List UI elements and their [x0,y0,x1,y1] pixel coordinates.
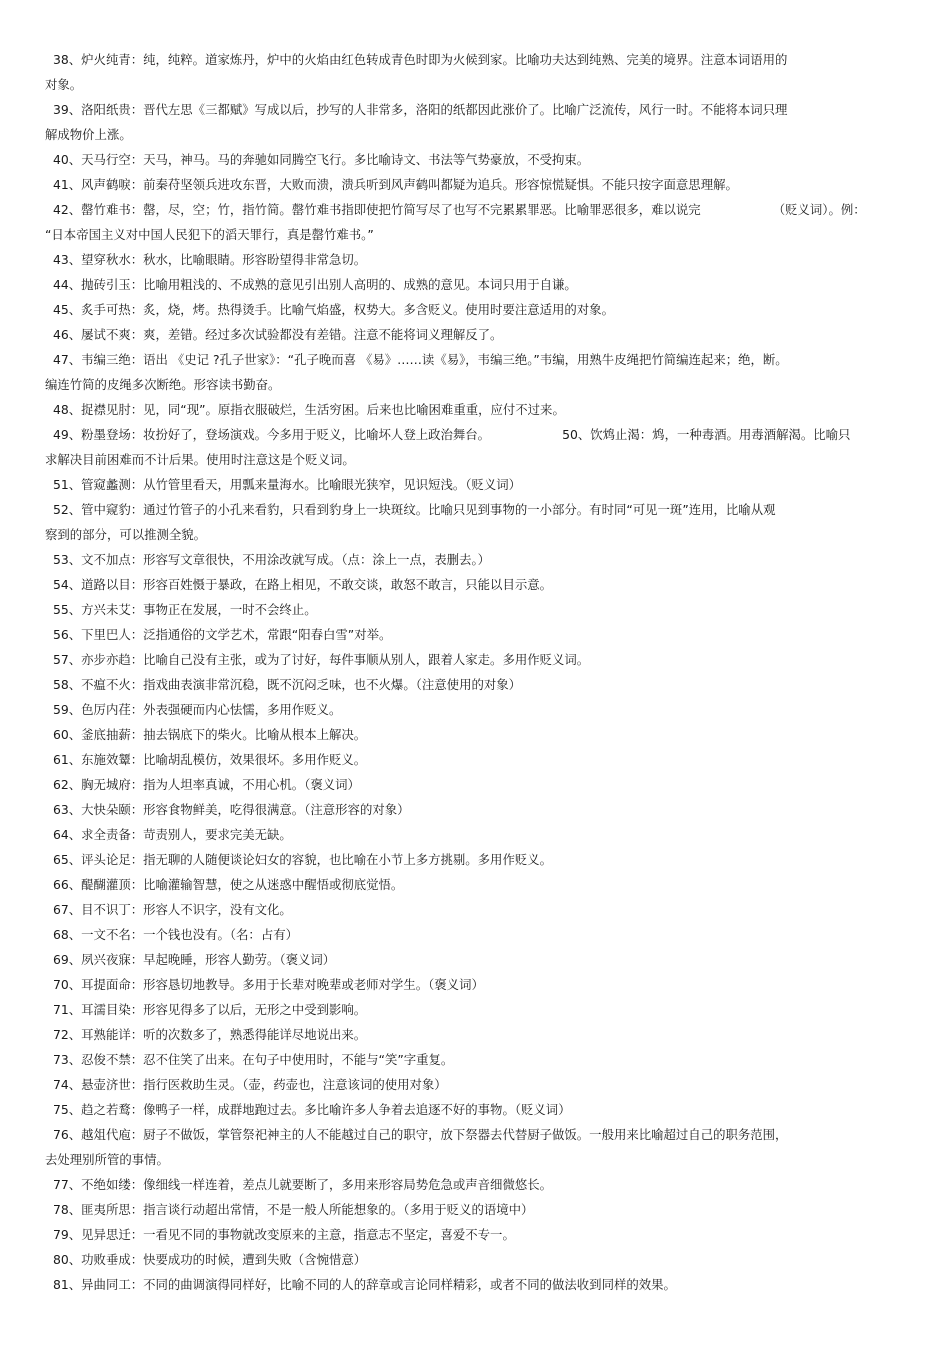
idiom-entry [45,572,905,597]
idiom-entry [45,622,905,647]
idiom-entry [45,47,905,97]
entry-text: 52、管中窥豹：通过竹管子的小孔来看豹，只看到豹身上一块斑纹。比喻只见到事物的一小部分。有时同“可见一斑”连用，比喻从观 [53,502,776,517]
entry-text: 55、方兴未艾：事物正在发展，一时不会终止。 [53,602,317,617]
entry-text: 74、悬壶济世：指行医救助生灵。（壶，药壶也，注意该词的使用对象） [53,1077,447,1092]
entry-text: 48、捉襟见肘：见，同“现”。原指衣服破烂，生活穷困。后来也比喻困难重重，应付不过来。 [53,402,565,417]
entry-text: 44、抛砖引玉：比喻用粗浅的、不成熟的意见引出别人高明的、成熟的意见。本词只用于自谦。 [53,277,577,292]
idiom-entry [45,147,905,172]
idiom-entry [45,197,905,247]
entry-text: 75、趋之若鹜：像鸭子一样，成群地跑过去。多比喻许多人争着去追逐不好的事物。（贬义词） [53,1102,571,1117]
entry-text: 47、韦编三绝：语出 《史记 ?孔子世家》：“孔子晚而喜 《易》……读《易》，韦编三绝。”韦编，用熟牛皮绳把竹简编连起来；绝，断。 [53,352,788,367]
entry-text: 69、夙兴夜寐：早起晚睡，形容人勤劳。（褒义词） [53,952,336,967]
entry-text: 70、耳提面命：形容恳切地教导。多用于长辈对晚辈或老师对学生。（褒义词） [53,977,484,992]
entry-text: 53、文不加点：形容写文章很快，不用涂改就写成。（点：涂上一点，表删去。） [53,552,491,567]
idiom-entry [45,672,905,697]
entry-text: 41、风声鹤唳：前秦苻坚领兵进攻东晋，大败而溃，溃兵听到风声鹤叫都疑为追兵。形容惊慌疑惧。不能只按字面意思理解。 [53,177,738,192]
idiom-entry [45,1272,905,1297]
idiom-entry [45,997,905,1022]
idiom-entry [45,897,905,922]
idiom-entry [45,422,905,472]
entry-text: 72、耳熟能详：听的次数多了，熟悉得能详尽地说出来。 [53,1027,367,1042]
idiom-entry [45,1222,905,1247]
entry-text: 60、釜底抽薪：抽去锅底下的柴火。比喻从根本上解决。 [53,727,367,742]
entry-continuation: “日本帝国主义对中国人民犯下的滔天罪行，真是罄竹难书。” [45,227,374,242]
entry-text: 45、炙手可热：炙，烧，烤。热得烫手。比喻气焰盛，权势大。多含贬义。使用时要注意适用的对象。 [53,302,614,317]
idiom-entry [45,97,905,147]
idiom-entry [45,1122,905,1172]
entry-continuation: 解成物价上涨。 [45,127,132,142]
idiom-entry [45,597,905,622]
idiom-entry [45,972,905,997]
idiom-entry [45,1247,905,1272]
idiom-entry [45,297,905,322]
entry-text: 73、忍俊不禁：忍不住笑了出来。在句子中使用时，不能与“笑”字重复。 [53,1052,454,1067]
entry-text: 49、粉墨登场：妆扮好了，登场演戏。今多用于贬义，比喻坏人登上政治舞台。 [53,427,491,442]
entry-text: 43、望穿秋水：秋水，比喻眼睛。形容盼望得非常急切。 [53,252,367,267]
idiom-entry [45,872,905,897]
entry-text: 79、见异思迁：一看见不同的事物就改变原来的主意，指意志不坚定，喜爱不专一。 [53,1227,515,1242]
entry-text: 65、评头论足：指无聊的人随便谈论妇女的容貌，也比喻在小节上多方挑剔。多用作贬义。 [53,852,553,867]
idiom-entry [45,397,905,422]
entry-text: 39、洛阳纸贵：晋代左思《三都赋》写成以后，抄写的人非常多，洛阳的纸都因此涨价了。比喻广泛流传，风行一时。不能将本词只理 [53,102,788,117]
idiom-entry [45,947,905,972]
idiom-entry [45,497,905,547]
idiom-entry [45,797,905,822]
idiom-entry [45,1072,905,1097]
entry-text: 81、异曲同工：不同的曲调演得同样好，比喻不同的人的辞章或言论同样精彩，或者不同的做法收到同样的效果。 [53,1277,676,1292]
idiom-entry [45,697,905,722]
idiom-entry [45,347,905,397]
entry-continuation: 去处理别所管的事情。 [45,1152,169,1167]
idiom-entry [45,822,905,847]
entry-text: 66、醍醐灌顶：比喻灌输智慧，使之从迷惑中醒悟或彻底觉悟。 [53,877,404,892]
entry-continuation: 求解决目前困难而不计后果。使用时注意这是个贬义词。 [45,452,355,467]
entry-text: 68、一文不名：一个钱也没有。（名：占有） [53,927,298,942]
entry-text: 38、炉火纯青：纯，纯粹。道家炼丹，炉中的火焰由红色转成青色时即为火候到家。比喻功夫达到纯熟、完美的境界。注意本词语用的 [53,52,788,67]
entry-text: 77、不绝如缕：像细线一样连着，差点儿就要断了，多用来形容局势危急或声音细微悠长。 [53,1177,553,1192]
entry-text: 71、耳濡目染：形容见得多了以后，无形之中受到影响。 [53,1002,367,1017]
idiom-entry [45,647,905,672]
entry-text: 59、色厉内荏：外表强硬而内心怯懦，多用作贬义。 [53,702,342,717]
entry-text: 57、亦步亦趋：比喻自己没有主张，或为了讨好，每件事顺从别人，跟着人家走。多用作贬义词。 [53,652,590,667]
idiom-entry [45,922,905,947]
idiom-entry [45,1197,905,1222]
idiom-entry [45,247,905,272]
entry-text-next: 50、饮鸩止渴：鸩，一种毒酒。用毒酒解渴。比喻只 [562,427,851,442]
entry-text-tail: （贬义词）。例： [772,202,866,217]
entry-continuation: 编连竹简的皮绳多次断绝。形容读书勤奋。 [45,377,281,392]
entry-text: 67、目不识丁：形容人不识字，没有文化。 [53,902,292,917]
idiom-entry [45,847,905,872]
entry-text: 42、罄竹难书：罄，尽，空；竹，指竹简。罄竹难书指即使把竹简写尽了也写不完累累罪恶。比喻罪恶很多，难以说完 [53,202,701,217]
entry-text: 58、不瘟不火：指戏曲表演非常沉稳，既不沉闷乏味，也不火爆。（注意使用的对象） [53,677,522,692]
idiom-entry [45,472,905,497]
entry-text: 40、天马行空：天马，神马。马的奔驰如同腾空飞行。多比喻诗文、书法等气势豪放，不受拘束。 [53,152,590,167]
entry-text: 61、东施效颦：比喻胡乱模仿，效果很坏。多用作贬义。 [53,752,367,767]
entry-text: 46、屡试不爽：爽，差错。经过多次试验都没有差错。注意不能将词义理解反了。 [53,327,503,342]
entry-continuation: 察到的部分，可以推测全貌。 [45,527,207,542]
idiom-entry [45,722,905,747]
idiom-entry [45,1172,905,1197]
entry-text: 80、功败垂成：快要成功的时候，遭到失败（含惋惜意） [53,1252,367,1267]
entry-text: 64、求全责备：苛责别人，要求完美无缺。 [53,827,292,842]
idiom-entry [45,1022,905,1047]
idiom-entry [45,272,905,297]
entry-text: 63、大快朵颐：形容食物鲜美，吃得很满意。（注意形容的对象） [53,802,410,817]
entry-text: 62、胸无城府：指为人坦率真诚，不用心机。（褒义词） [53,777,360,792]
idiom-entry [45,1097,905,1122]
idiom-entry [45,1047,905,1072]
entry-text: 56、下里巴人：泛指通俗的文学艺术，常跟“阳春白雪”对举。 [53,627,392,642]
entry-text: 54、道路以目：形容百姓慑于暴政，在路上相见，不敢交谈，敢怒不敢言，只能以目示意。 [53,577,553,592]
entry-continuation: 对象。 [45,77,83,92]
entry-text: 78、匪夷所思：指言谈行动超出常情，不是一般人所能想象的。（多用于贬义的语境中） [53,1202,534,1217]
idiom-entry [45,747,905,772]
entry-text: 51、管窥蠡测：从竹管里看天，用瓢来量海水。比喻眼光狭窄，见识短浅。（贬义词） [53,477,522,492]
idiom-entry [45,547,905,572]
entry-text: 76、越俎代庖：厨子不做饭，掌管祭祀神主的人不能越过自己的职守，放下祭器去代替厨子做饭。一般用来比喻超过自己的职务范围， [53,1127,788,1142]
idiom-entry [45,172,905,197]
idiom-entry [45,772,905,797]
idiom-entry [45,322,905,347]
